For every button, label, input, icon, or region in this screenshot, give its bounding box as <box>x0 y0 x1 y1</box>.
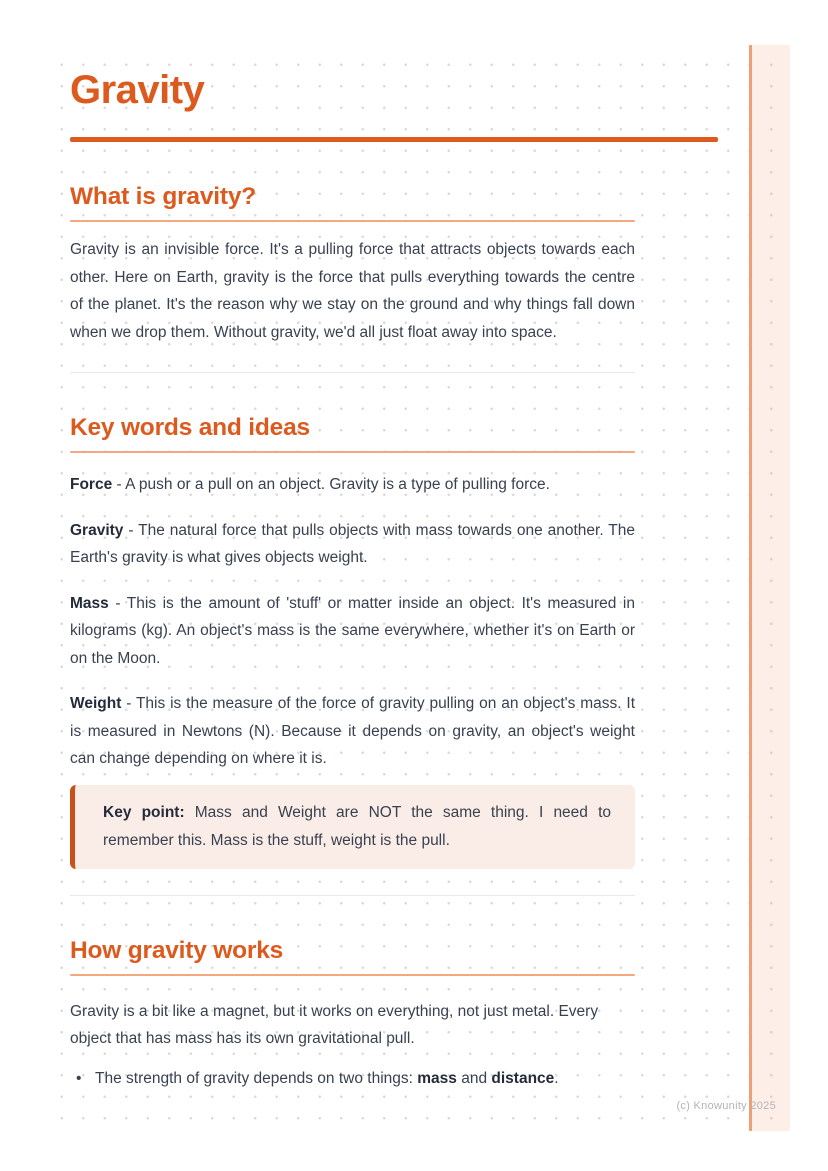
definition-weight <box>70 690 635 773</box>
key-point-label: Key point: <box>103 803 185 821</box>
bullet-text-pre: The strength of gravity depends on two things: <box>95 1069 418 1087</box>
definition-text: This is the measure of the force of gravity pulling on an object's mass. It is measured in Newtons (N). Because it depends on gravity, an object's weight can change depending on where it is. <box>70 695 636 767</box>
key-point-callout <box>70 785 635 869</box>
note-content <box>70 45 635 1092</box>
section-heading-how-gravity-works: How gravity works <box>70 936 284 964</box>
definition-separator: - <box>121 695 136 712</box>
definition-gravity <box>70 517 635 572</box>
bullet-text-bold-mass: mass <box>417 1069 457 1087</box>
definition-term: Gravity <box>70 521 124 539</box>
heading-underline <box>70 974 635 976</box>
bullet-marker-icon: • <box>76 1069 82 1087</box>
bullet-text-mid: and <box>456 1069 492 1087</box>
definition-separator: - <box>123 521 139 539</box>
page-title: Gravity <box>70 68 205 112</box>
definition-separator: - <box>112 476 126 493</box>
heading-underline <box>70 451 635 453</box>
section-heading-key-words: Key words and ideas <box>70 414 310 441</box>
definition-term: Force <box>70 476 113 493</box>
definition-term: Mass <box>70 594 109 612</box>
margin-stripe <box>749 45 790 1131</box>
definition-text: This is the amount of 'stuff' or matter inside an object. It's measured in kilograms (kg). An object's mass is the same everywhere, whether it's on Earth or on the Moon. <box>70 594 635 667</box>
bullet-text-bold-distance: distance <box>491 1069 555 1087</box>
paragraph-what-is-gravity: Gravity is an invisible force. It's a pulling force that attracts objects towards each other. Here on Earth, gravity is the force that pulls everything towards the centre of the planet. It's the reason why we stay on the ground and why things fall down when we drop them. Without gravity, we'd all just float away into space. <box>70 241 635 341</box>
paragraph-how-gravity-works: Gravity is a bit like a magnet, but it works on everything, not just metal. Every object that has mass has its own gravitational pull. <box>70 1002 599 1047</box>
heading-underline <box>70 220 635 222</box>
copyright-watermark: (c) Knowunity 2025 <box>676 1100 776 1112</box>
definition-force <box>70 471 635 499</box>
definition-mass <box>70 590 635 673</box>
note-sheet <box>45 45 790 1131</box>
bullet-text-post: . <box>554 1069 559 1087</box>
bullet-item <box>70 1065 635 1093</box>
definition-text: The natural force that pulls objects with mass towards one another. The Earth's gravity is what gives objects weight. <box>70 521 635 566</box>
definition-term: Weight <box>70 695 122 712</box>
definition-text: A push or a pull on an object. Gravity is a type of pulling force. <box>125 476 550 493</box>
section-heading-what-is-gravity: What is gravity? <box>70 183 257 210</box>
title-underline <box>70 137 718 142</box>
section-divider <box>70 372 635 373</box>
bullet-text <box>95 1065 559 1093</box>
section-divider <box>70 895 635 896</box>
key-point-text: Mass and Weight are NOT the same thing. I need to remember this. Mass is the stuff, weight is the pull. <box>103 803 611 849</box>
definition-separator: - <box>108 594 127 612</box>
